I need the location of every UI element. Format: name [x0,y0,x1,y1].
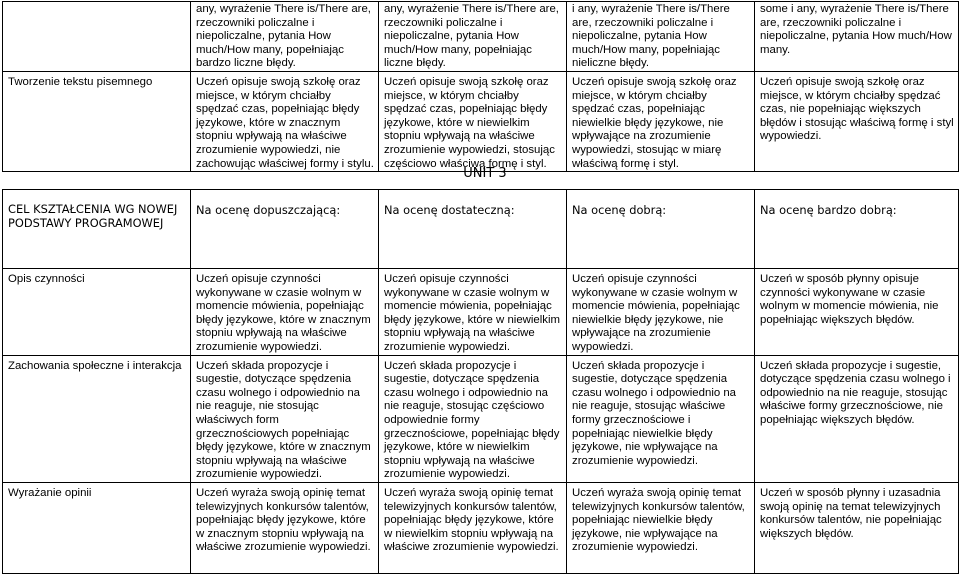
criteria-label-cell: Zachowania społeczne i interakcja [3,355,191,482]
table-row [3,269,959,356]
grade-2-cell: Uczeń opisuje czynności wykonywane w czasie wolnym w momencie mówienia, popełniając błędy językowe, które w znacznym stopniu wpływają na właściwe zrozumienie wypowiedzi. [191,269,379,356]
grade-5-cell: Uczeń opisuje swoją szkołę oraz miejsce, w którym chciałby spędzać czas, nie popełniając większych błędów i stosując właściwą formę i styl wypowiedzi. [755,71,959,171]
grade-2-cell: any, wyrażenie There is/There are, rzeczowniki policzalne i niepoliczalne, pytania How much/How many, popełniając bardzo liczne błędy. [191,2,379,72]
grade-2-header: Na ocenę dopuszczającą: [191,190,379,269]
criteria-label-cell [3,2,191,72]
unit-title: UNIT 3 [463,166,507,181]
goal-header-cell: CEL KSZTAŁCENIA WG NOWEJ PODSTAWY PROGRAMOWEJ [3,190,191,269]
criteria-label-cell: Opis czynności [3,269,191,356]
grade-3-cell: Uczeń opisuje swoją szkołę oraz miejsce, w którym chciałby spędzać czas, popełniając błędy językowe, które w niewielkim stopniu wpływają na właściwe zrozumienie wypowiedzi, stosując częściowo właściwą formę i styl. [379,71,567,171]
grade-5-cell: some i any, wyrażenie There is/There are, rzeczowniki policzalne i niepoliczalne, pytania How much/How many. [755,2,959,72]
grade-4-cell: Uczeń wyraża swoją opinię temat telewizyjnych konkursów talentów, popełniając niewielkie błędy językowe, nie wpływające na zrozumienie wypowiedzi. [567,482,755,573]
grade-4-cell: Uczeń opisuje swoją szkołę oraz miejsce, w którym chciałby spędzać czas, popełniając niewielkie błędy językowe, nie wpływające na zrozumienie wypowiedzi, stosując w miarę właściwą formę i styl. [567,71,755,171]
criteria-label-cell: Tworzenie tekstu pisemnego [3,71,191,171]
grade-3-cell: Uczeń wyraża swoją opinię temat telewizyjnych konkursów talentów, popełniając błędy językowe, które w niewielkim stopniu wpływają na właściwe zrozumienie wypowiedzi. [379,482,567,573]
table-row [3,2,959,72]
table-row [3,482,959,573]
table-row [3,355,959,482]
grade-5-header: Na ocenę bardzo dobrą: [755,190,959,269]
grammar-writing-criteria-table [2,1,959,172]
grade-5-cell: Uczeń składa propozycje i sugestie, dotyczące spędzenia czasu wolnego i odpowiednio na nie reaguje, stosując właściwe formy grzecznościowe, nie popełniając większych błędów. [755,355,959,482]
table-row [3,71,959,171]
grade-5-cell: Uczeń w sposób płynny i uzasadnia swoją opinię na temat telewizyjnych konkursów talentów, nie popełniając większych błędów. [755,482,959,573]
unit-heading [0,166,960,186]
grade-3-cell: any, wyrażenie There is/There are, rzeczowniki policzalne i niepoliczalne, pytania How much/How many, popełniając liczne błędy. [379,2,567,72]
grade-5-cell: Uczeń w sposób płynny opisuje czynności wykonywane w czasie wolnym w momencie mówienia, nie popełniając większych błędów. [755,269,959,356]
unit-criteria-table [2,189,959,574]
grade-4-cell: Uczeń opisuje czynności wykonywane w czasie wolnym w momencie mówienia, popełniając niewielkie błędy językowe, nie wpływające na zrozumienie wypowiedzi. [567,269,755,356]
grade-3-cell: Uczeń opisuje czynności wykonywane w czasie wolnym w momencie mówienia, popełniając błędy językowe, które w niewielkim stopniu wpływają na właściwe zrozumienie wypowiedzi. [379,269,567,356]
grade-2-cell: Uczeń składa propozycje i sugestie, dotyczące spędzenia czasu wolnego i odpowiednio na nie reaguje, nie stosując właściwych form grzecznościowych popełniając błędy językowe, które w znacznym stopniu wpływają na właściwe zrozumienie wypowiedzi. [191,355,379,482]
grade-4-cell: i any, wyrażenie There is/There are, rzeczowniki policzalne i niepoliczalne, pytania How much/How many, popełniając nieliczne błędy. [567,2,755,72]
grade-2-cell: Uczeń opisuje swoją szkołę oraz miejsce, w którym chciałby spędzać czas, popełniając błędy językowe, które w znacznym stopniu wpływają na właściwe zrozumienie wypowiedzi, nie zachowując właściwej formy i stylu. [191,71,379,171]
grade-4-cell: Uczeń składa propozycje i sugestie, dotyczące spędzenia czasu wolnego i odpowiednio na nie reaguje, stosując właściwe formy grzecznościowe i popełniając niewielkie błędy językowe, nie wpływające na zrozumienie wypowiedzi. [567,355,755,482]
criteria-label-cell: Wyrażanie opinii [3,482,191,573]
grade-3-header: Na ocenę dostateczną: [379,190,567,269]
grade-4-header: Na ocenę dobrą: [567,190,755,269]
grade-3-cell: Uczeń składa propozycje i sugestie, dotyczące spędzenia czasu wolnego i odpowiednio na nie reaguje, stosując częściowo odpowiednie formy grzecznościowe, popełniając błędy językowe, które w niewielkim stopniu wpływają na właściwe zrozumienie wypowiedzi. [379,355,567,482]
grade-2-cell: Uczeń wyraża swoją opinię temat telewizyjnych konkursów talentów, popełniając błędy językowe, które w znacznym stopniu wpływają na właściwe zrozumienie wypowiedzi. [191,482,379,573]
table-header-row [3,190,959,269]
